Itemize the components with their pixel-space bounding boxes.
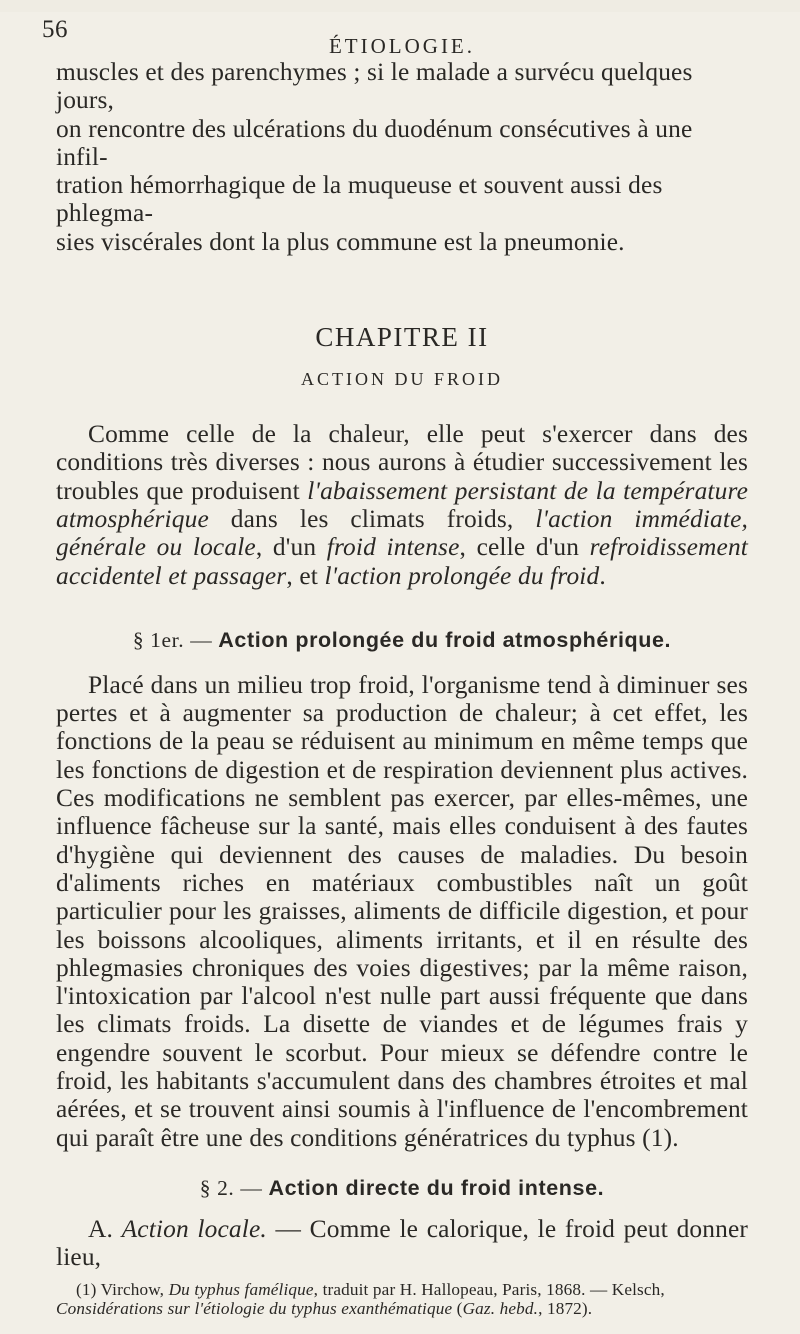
section-1-dash: — [184,627,219,652]
opening-line-4: sies viscérales dont la plus commune est la pneumonie. [56,227,625,256]
section-2-paragraph [56,1215,748,1272]
intro-paragraph [56,420,748,590]
intro-emphasis-2: l'action immédiate, générale ou locale [56,504,748,562]
intro-text-5: , et [286,561,325,590]
footnote-emphasis-2: Considérations sur l'étiologie du typhus exanthématique [56,1298,453,1318]
opening-line-3: tration hémorrhagique de la muqueuse et souvent aussi des phlegma- [56,171,663,228]
section-1-title: Action prolongée du froid atmosphérique. [218,627,672,652]
section-1-heading [56,628,748,653]
intro-text-6: . [599,561,606,590]
section-2-label: A. [88,1214,122,1243]
footnote-1 [56,1280,748,1318]
footnote-text-3: ( [452,1298,463,1318]
opening-paragraph [56,58,748,256]
footnote-emphasis-3: Gaz. hebd. [462,1298,539,1318]
footnote-emphasis-1: Du typhus famélique [168,1279,314,1299]
footnote-text-4: , 1872). [538,1298,593,1318]
chapter-subtitle: ACTION DU FROID [301,369,503,390]
page-number: 56 [42,16,68,43]
section-2-heading [56,1176,748,1201]
intro-emphasis-4: refroidissement accidentel et passager [56,533,749,590]
section-2-number: § 2. [199,1175,235,1200]
section-1-paragraph: Placé dans un milieu trop froid, l'organisme tend à diminuer ses pertes et à augmenter sa production de chaleur; à cet effet, les fonctions de la peau se réduisent au minimum en même temps que les fonctions de digestion et de respiration deviennent plus actives. Ces modifications ne semblent pas exercer, par elles-mêmes, une influence fâcheuse sur la santé, mais elles conduisent à des fautes d'hygiène qui deviennent des causes de maladies. Du besoin d'aliments riches en matériaux combustibles naît un goût particulier pour les graisses, aliments de difficile digestion, et pour les boissons alcooliques, aliments irritants, et il en résulte des phlegmasies chroniques des voies digestives; par la même raison, l'intoxication par l'alcool n'est nulle part aussi fréquente que dans les climats froids. La disette de viandes et de légumes frais y engendre souvent le scorbut. Pour mieux se défendre contre le froid, les habitants s'accumulent dans des chambres étroites et mal aérées, et se trouvent ainsi soumis à l'influence de l'encombrement qui paraît être une des conditions génératrices du typhus (1). [56,670,748,1152]
section-1-number: § 1er. [132,627,185,652]
running-head [42,12,748,58]
section-2-emphasis: Action locale. [121,1214,267,1243]
footnote-text-1: (1) Virchow, [76,1279,169,1299]
running-title: ÉTIOLOGIE. [328,34,476,58]
section-2-text: — Comme le calorique, le froid peut donner lieu, [56,1214,748,1272]
intro-text-1: Comme celle de la chaleur, elle peut s'exercer dans des conditions très diverses : nous aurons à étudier successivement les troubles que produisent [56,420,748,505]
footnote-text-2: , traduit par H. Hallopeau, Paris, 1868. — Kelsch, [313,1279,665,1299]
opening-line-2: on rencontre des ulcérations du duodénum consécutives à une infil- [56,114,693,171]
footnotes [56,1280,748,1318]
section-2-title: Action directe du froid intense. [268,1175,605,1200]
intro-text-4: , celle d'un [459,533,590,562]
intro-text-3: , d'un [255,533,327,562]
intro-text-2: dans les climats froids, [208,504,536,533]
intro-emphasis-5: l'action prolongée du froid [324,561,600,590]
book-page [0,12,800,1334]
opening-line-1: muscles et des parenchymes ; si le malade a survécu quelques jours, [56,58,693,115]
intro-emphasis-3: froid intense [326,533,460,562]
intro-emphasis-1: l'abaissement persistant de la température atmosphérique [56,476,748,533]
chapter-title: CHAPITRE II [315,322,489,353]
section-2-dash: — [234,1175,269,1200]
